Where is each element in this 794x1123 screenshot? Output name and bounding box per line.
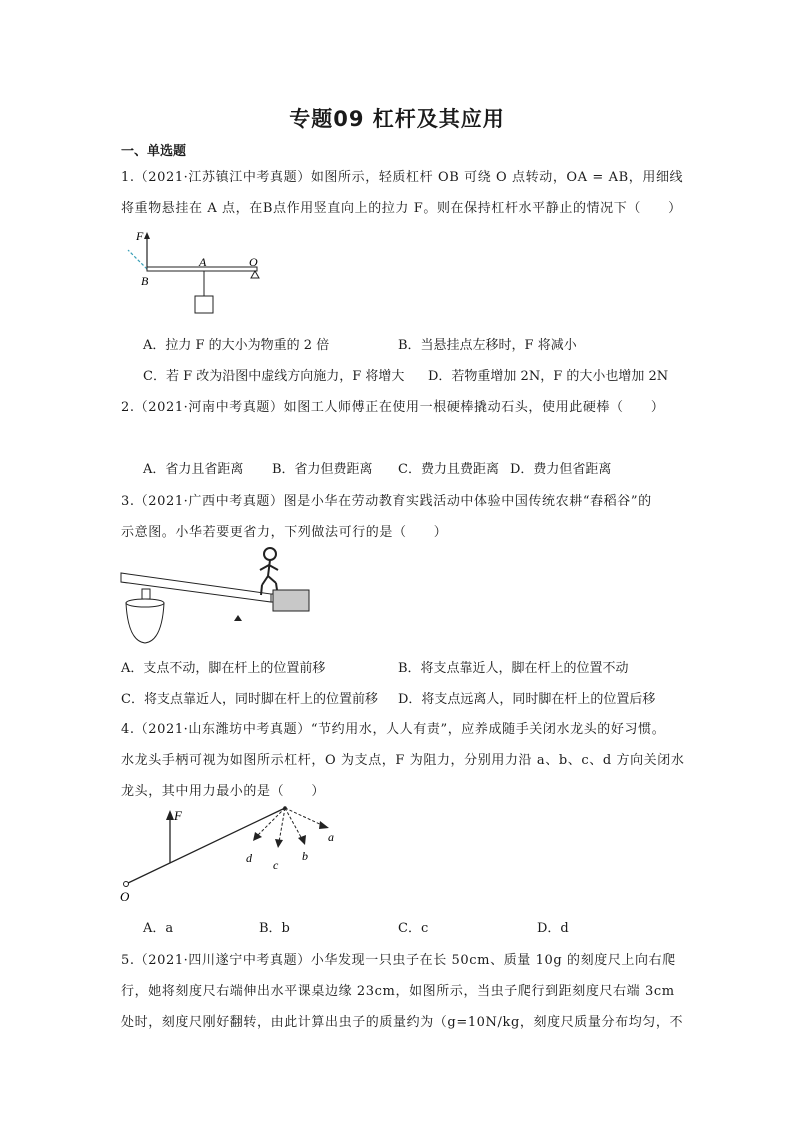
dashed-force-line	[128, 250, 147, 269]
q1-option-d: D．若物重增加 2N，F 的大小也增加 2N	[428, 369, 669, 384]
person-head	[264, 548, 276, 560]
label-a: a	[328, 830, 334, 844]
q2-option-a: A．省力且省距离	[143, 462, 244, 477]
question-5-line-2: 行，她将刻度尺右端伸出水平课桌边缘 23cm，如图所示，当虫子爬行到距刻度尺右端 3cm	[121, 984, 675, 999]
label-o: O	[249, 255, 258, 269]
rice-pounding-figure	[118, 543, 318, 648]
question-5-line-1: 5.（2021·四川遂宁中考真题）小华发现一只虫子在长 50cm、质量 10g 的刻度尺上向右爬	[121, 953, 676, 968]
q3-option-b: B．将支点靠近人，脚在杆上的位置不动	[398, 661, 629, 676]
q2-option-c: C．费力且费距离	[398, 462, 499, 477]
label-a: A	[199, 255, 207, 269]
question-4-line-3: 龙头，其中用力最小的是（ ）	[121, 784, 326, 799]
label-d: d	[246, 851, 252, 865]
pivot-icon	[251, 271, 259, 278]
q4-option-c: C．c	[398, 921, 429, 936]
faucet-lever	[126, 808, 285, 884]
question-5-line-3: 处时，刻度尺刚好翻转，由此计算出虫子的质量约为（g=10N/kg，刻度尺质量分布均匀，不	[121, 1015, 684, 1030]
weight-box	[195, 296, 213, 313]
label-c: c	[273, 858, 279, 872]
direction-d	[257, 808, 285, 836]
question-4-line-1: 4.（2021·山东潍坊中考真题）“节约用水，人人有责”，应养成随手关闭水龙头的好习惯。	[121, 722, 666, 737]
q1-option-c: C．若 F 改为沿图中虚线方向施力，F 将增大	[143, 369, 405, 384]
q4-option-d: D．d	[537, 921, 569, 936]
faucet-lever-figure	[116, 800, 346, 904]
question-4-line-2: 水龙头手柄可视为如图所示杠杆，O 为支点，F 为阻力，分别用力沿 a、b、c、d 方向关闭水	[121, 753, 685, 768]
q4-option-b: B．b	[259, 921, 290, 936]
q3-option-d: D．将支点远离人，同时脚在杆上的位置后移	[398, 692, 656, 707]
q3-option-c: C．将支点靠近人，同时脚在杆上的位置前移	[121, 692, 378, 707]
question-3-line-2: 示意图。小华若要更省力，下列做法可行的是（ ）	[121, 525, 448, 540]
label-f: F	[174, 808, 182, 823]
section-heading: 一、单选题	[121, 144, 187, 159]
q3-option-a: A．支点不动，脚在杆上的位置前移	[121, 661, 326, 676]
question-1-line-1: 1.（2021·江苏镇江中考真题）如图所示，轻质杠杆 OB 可绕 O 点转动，OA = AB，用细线	[121, 170, 684, 185]
question-2-line-1: 2.（2021·河南中考真题）如图工人师傅正在使用一根硬棒撬动石头，使用此硬棒（ ）	[121, 400, 665, 415]
q4-option-a: A．a	[143, 921, 174, 936]
direction-b	[285, 808, 302, 839]
q2-option-b: B．省力但费距离	[272, 462, 373, 477]
question-1-line-2: 将重物悬挂在 A 点，在B点作用竖直向上的拉力 F。则在保持杠杆水平静止的情况下（ ）	[121, 201, 682, 216]
q1-option-a: A．拉力 F 的大小为物重的 2 倍	[143, 338, 330, 353]
label-b: b	[302, 849, 308, 863]
fulcrum-icon	[234, 615, 242, 621]
mortar-icon	[126, 603, 164, 643]
page-title: 专题09 杠杆及其应用	[289, 107, 505, 131]
q1-option-b: B．当悬挂点左移时，F 将减小	[398, 338, 577, 353]
stone-block	[273, 590, 309, 611]
label-f: F	[136, 229, 144, 243]
question-3-line-1: 3.（2021·广西中考真题）图是小华在劳动教育实践活动中体验中国传统农耕“舂稻谷”的	[121, 494, 652, 509]
pivot-o	[124, 882, 129, 887]
q2-option-d: D．费力但省距离	[510, 462, 612, 477]
direction-a	[285, 808, 324, 826]
lever-figure-q1	[120, 226, 280, 318]
label-o: O	[120, 889, 130, 904]
label-b: B	[141, 274, 149, 288]
person-icon	[268, 560, 270, 576]
